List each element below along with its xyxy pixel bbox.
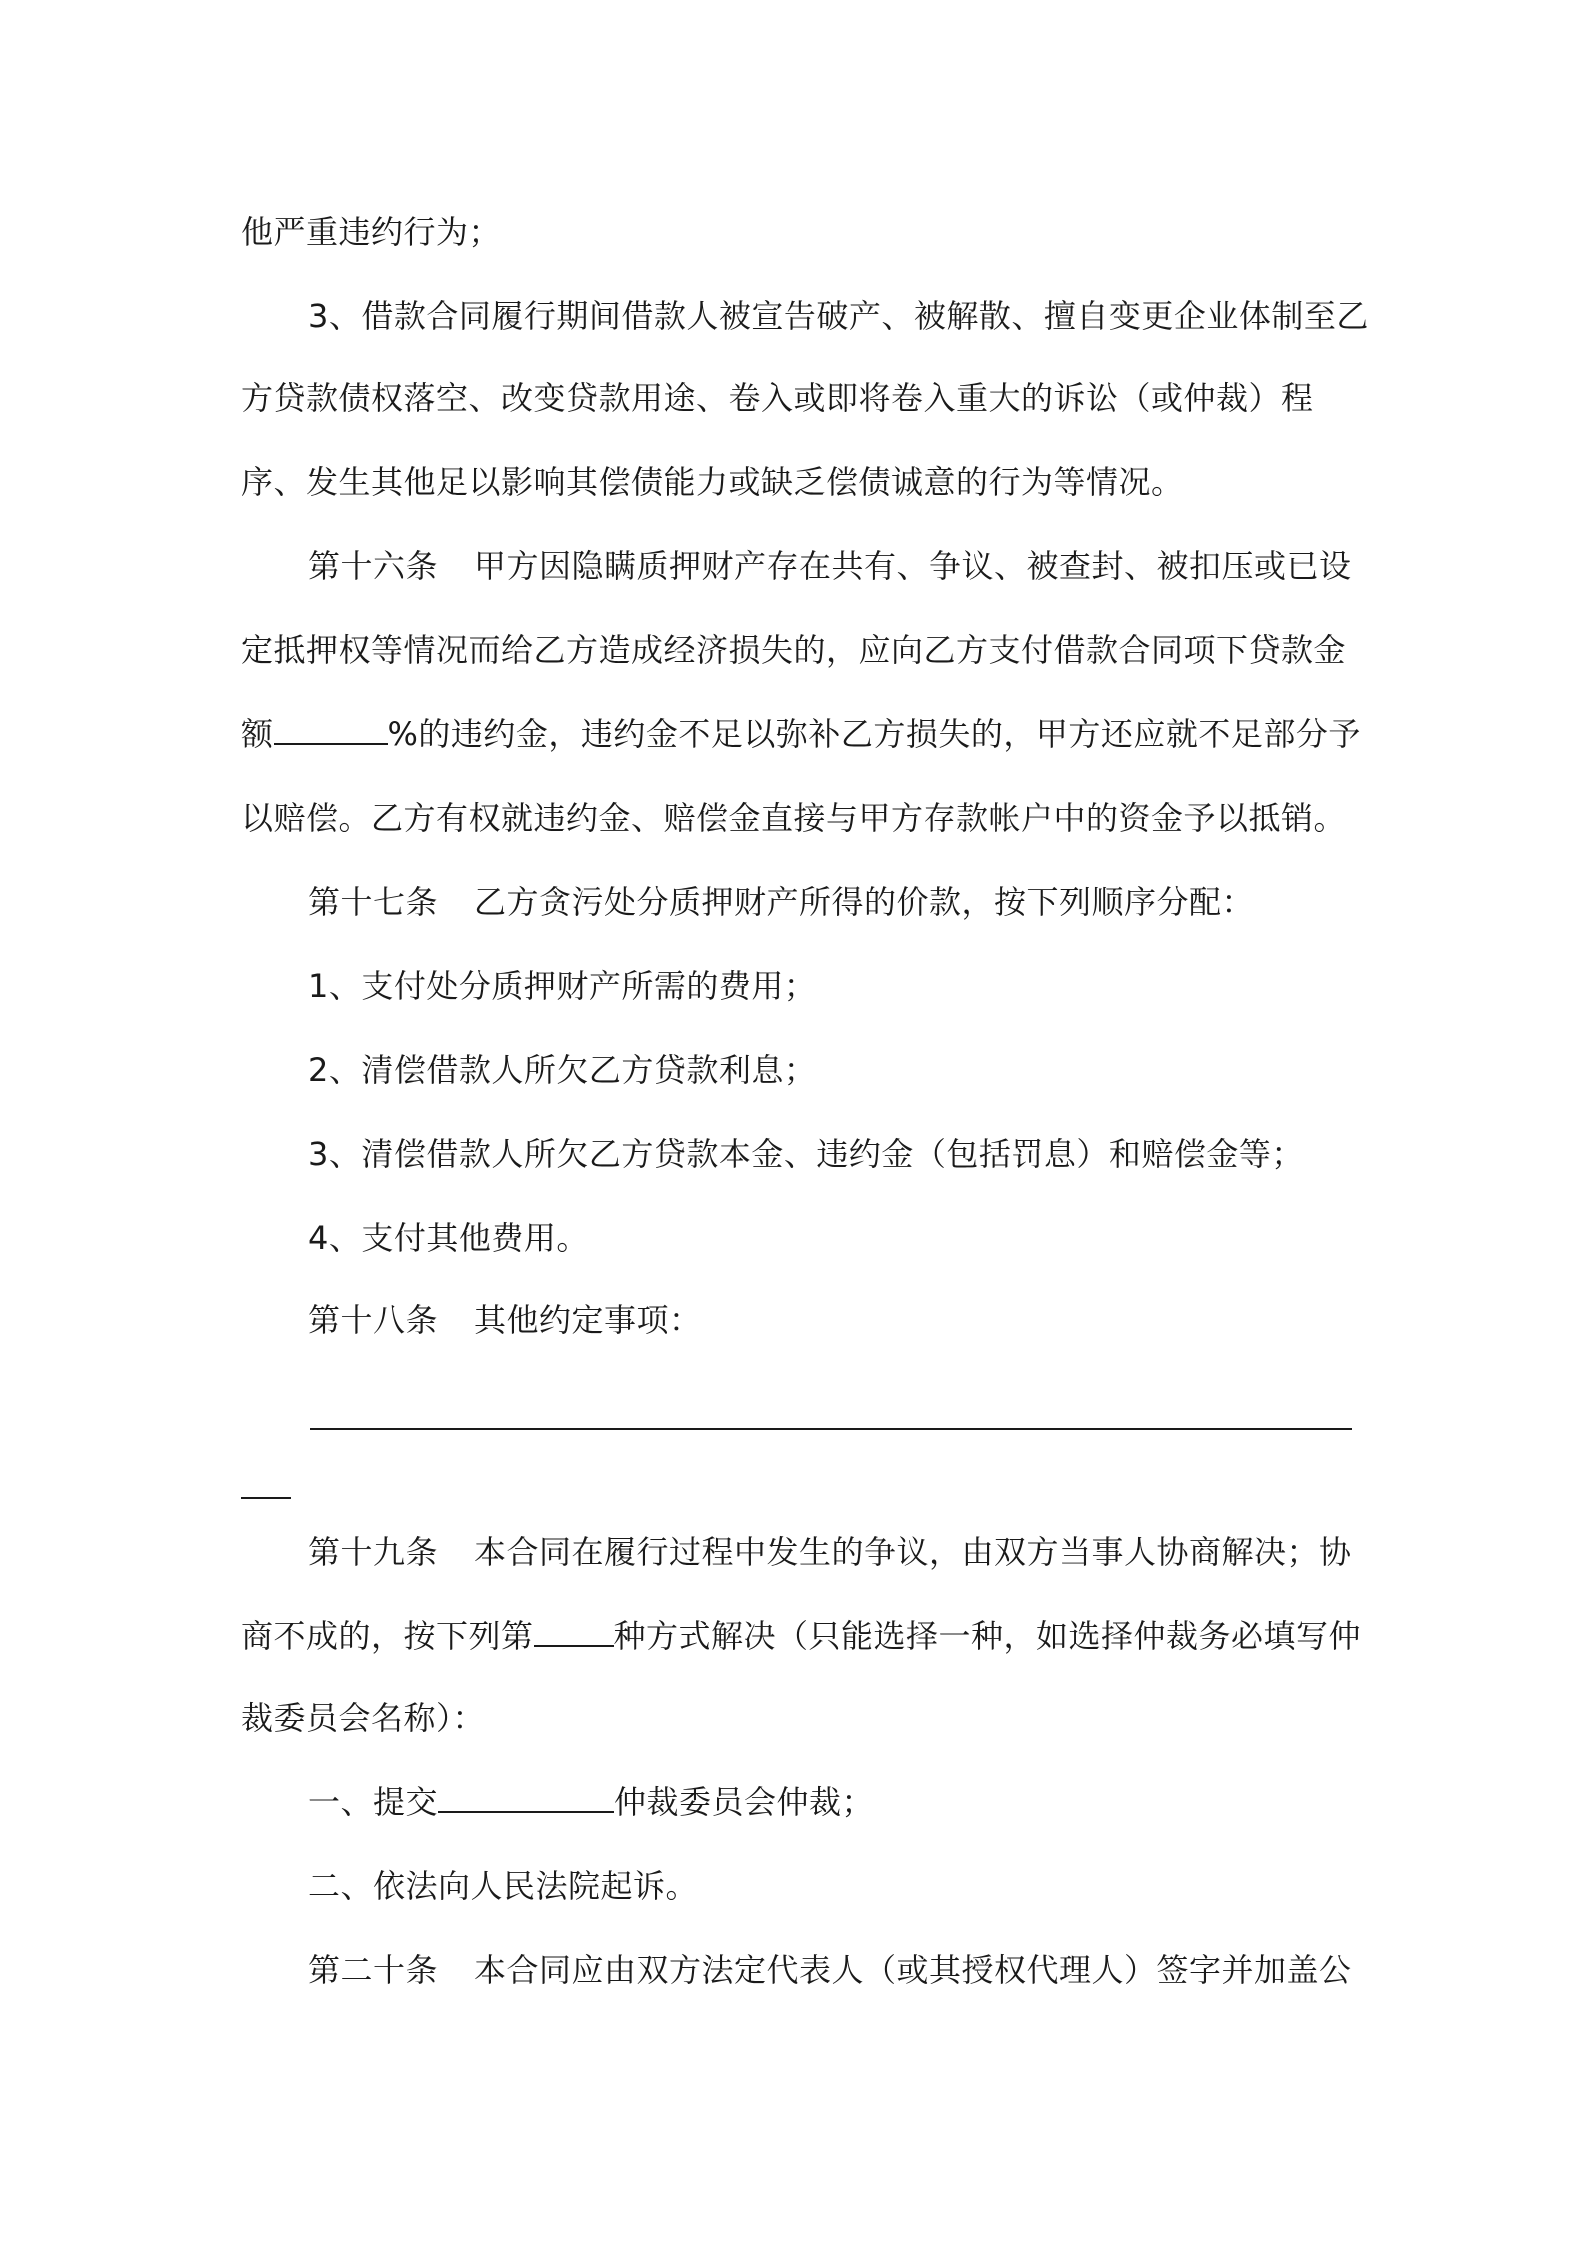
line-text: 乙方贪污处分质押财产所得的价款，按下列顺序分配：	[474, 883, 1255, 921]
line-text: 定抵押权等情况而给乙方造成经济损失的，应向乙方支付借款合同项下贷款金	[241, 631, 1347, 669]
line-text: 本合同应由双方法定代表人（或其授权代理人）签字并加盖公	[474, 1951, 1352, 1989]
text-line	[308, 1048, 816, 1092]
line-text: 本合同在履行过程中发生的争议，由双方当事人协商解决；协	[474, 1533, 1352, 1571]
line-text: 甲方因隐瞒质押财产存在共有、争议、被查封、被扣压或已设	[474, 547, 1352, 585]
text-line	[308, 1298, 702, 1342]
text-line	[241, 210, 501, 254]
line-text: 序、发生其他足以影响其偿债能力或缺乏偿债诚意的行为等情况。	[241, 463, 1184, 501]
article-label: 第十八条	[308, 1301, 439, 1339]
line-text: 他严重违约行为；	[241, 213, 502, 251]
line-prefix: 商不成的，按下列第	[241, 1617, 534, 1655]
article-label: 第十九条	[308, 1533, 439, 1571]
text-line	[241, 712, 1361, 756]
arbitration-blank[interactable]	[438, 1781, 614, 1813]
line-prefix: 一、提交	[308, 1783, 439, 1821]
line-text: 种方式解决（只能选择一种，如选择仲裁务必填写仲	[613, 1617, 1362, 1655]
article-label: 第二十条	[308, 1951, 439, 1989]
line-text: 3、清偿借款人所欠乙方贷款本金、违约金（包括罚息）和赔偿金等；	[308, 1135, 1304, 1173]
fill-in-line-end	[241, 1497, 291, 1499]
fill-in-line[interactable]	[310, 1428, 1352, 1430]
text-line	[241, 460, 1184, 504]
text-line	[241, 628, 1346, 672]
text-line	[308, 1216, 589, 1260]
line-text: 二、依法向人民法院起诉。	[308, 1867, 699, 1905]
text-line	[308, 880, 1254, 924]
text-line	[241, 1696, 485, 1740]
text-line	[308, 964, 816, 1008]
text-line	[241, 1614, 1361, 1658]
text-line	[308, 1780, 874, 1824]
line-text: 方贷款债权落空、改变贷款用途、卷入或即将卷入重大的诉讼（或仲裁）程	[241, 379, 1314, 417]
line-text: 3、借款合同履行期间借款人被宣告破产、被解散、擅自变更企业体制至乙	[308, 297, 1369, 335]
text-line	[308, 544, 1352, 588]
article-label: 第十六条	[308, 547, 439, 585]
text-line	[308, 1864, 698, 1908]
percent-blank[interactable]	[274, 713, 388, 745]
article-label: 第十七条	[308, 883, 439, 921]
line-text: %的违约金，违约金不足以弥补乙方损失的，甲方还应就不足部分予	[387, 715, 1361, 753]
line-text: 4、支付其他费用。	[308, 1219, 589, 1257]
line-text: 以赔偿。乙方有权就违约金、赔偿金直接与甲方存款帐户中的资金予以抵销。	[241, 799, 1347, 837]
method-blank[interactable]	[534, 1615, 614, 1647]
text-line	[241, 376, 1314, 420]
text-line	[308, 1948, 1352, 1992]
line-text: 仲裁委员会仲裁；	[614, 1783, 875, 1821]
line-prefix: 额	[241, 715, 274, 753]
text-line	[308, 294, 1369, 338]
text-line	[308, 1132, 1304, 1176]
line-text: 其他约定事项：	[474, 1301, 702, 1339]
line-text: 裁委员会名称）：	[241, 1699, 486, 1737]
line-text: 2、清偿借款人所欠乙方贷款利息；	[308, 1051, 817, 1089]
line-text: 1、支付处分质押财产所需的费用；	[308, 967, 817, 1005]
text-line	[241, 796, 1346, 840]
text-line	[308, 1530, 1352, 1574]
